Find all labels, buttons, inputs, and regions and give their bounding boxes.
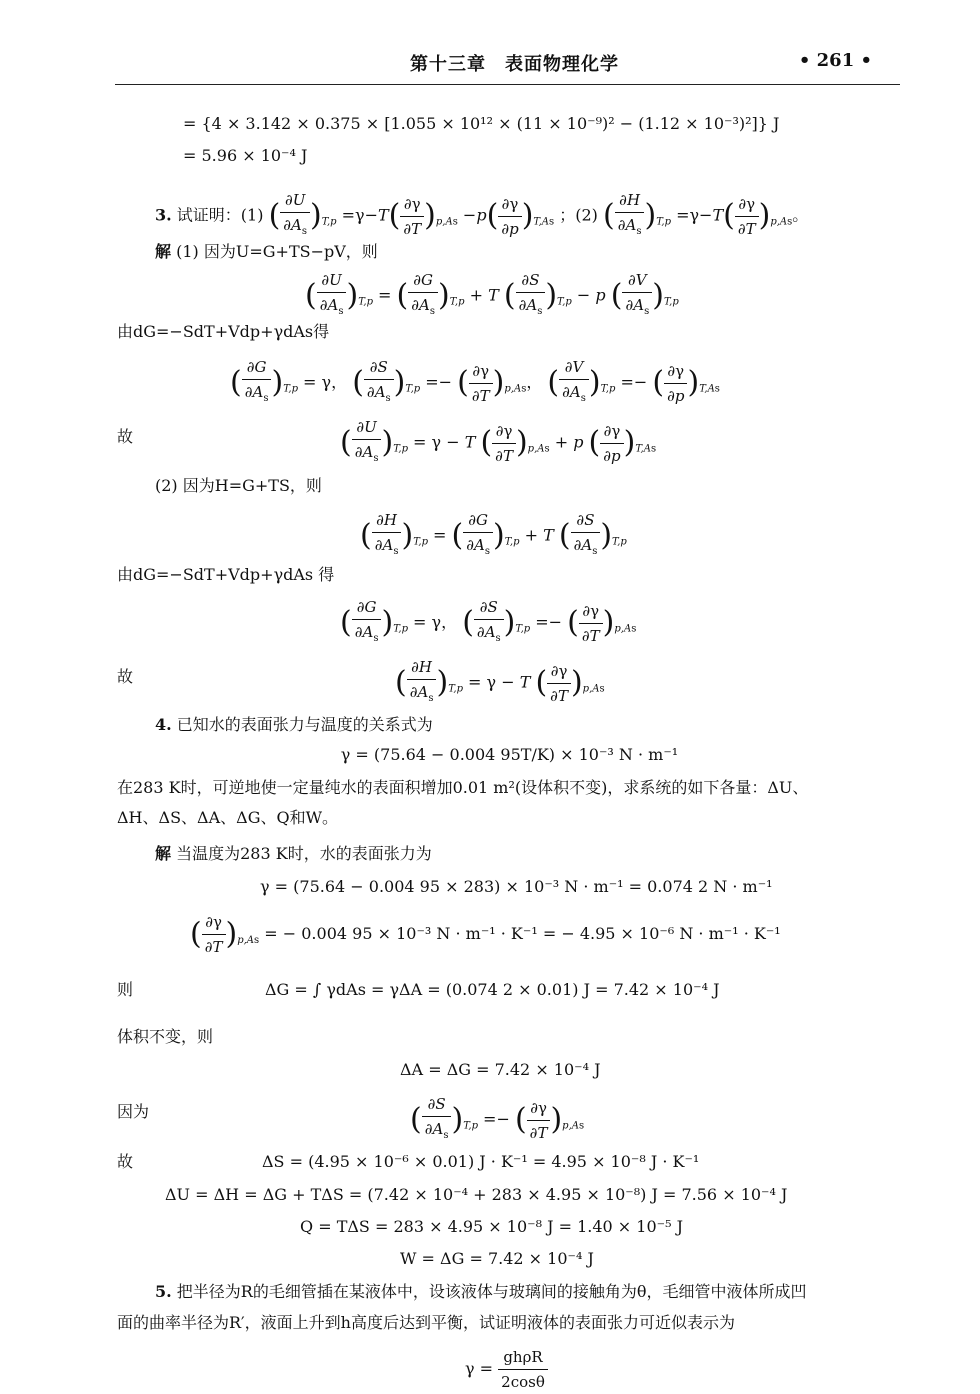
- equation-partials-1: ( $\frac{\partial G}{\partial A_s}$ )$_{T,p} = \gamma$， ( $\frac{\partial S}{\partial A_s}$ )$_{T,p}$ =− ( $\frac{\partial\gamma}{\partial T}$ )$_{p,As}$， ( $\frac{\partial V}{\partial A_s}$ )$_{T,p}$ =− ( $\frac{\partial\gamma}{\partial p}$ )$_{T,As}$: [230, 355, 720, 411]
- question-text: 试证明：(1): [176, 205, 264, 225]
- solution-text: (1) 因为U=G+TS−pV，则: [176, 242, 378, 261]
- because-label: 因为: [117, 1102, 150, 1121]
- question-4: [155, 713, 433, 737]
- q5-eq-lhs: γ =: [465, 1359, 494, 1378]
- therefore-2: 故: [117, 667, 134, 686]
- s4-eq-3: ΔG = ∫ γdAs = γΔA = (0.074 2 × 0.01) J = 7.42 × 10⁻⁴ J: [265, 980, 720, 999]
- s4-eq-8: W = ΔG = 7.42 × 10⁻⁴ J: [400, 1249, 594, 1268]
- s4-eq-7: Q = TΔS = 283 × 4.95 × 10⁻⁸ J = 1.40 × 10⁻⁵ J: [300, 1217, 683, 1236]
- solution-text: 当温度为283 K时，水的表面张力为: [176, 844, 432, 863]
- fraction: $\frac{\partial U}{\partial A_s}$: [280, 188, 310, 244]
- question-part-2: ；(2): [559, 205, 598, 225]
- q5-eq-denominator: 2cosθ: [501, 1373, 545, 1391]
- page-number: • 261 •: [798, 50, 872, 71]
- s4-eq-2-row: ( $\frac{\partial\gamma}{\partial T}$ )$_{p,As}$ = − 0.004 95 × 10⁻³ N · m⁻¹ · K⁻¹ = − 4.95 × 10⁻⁶ N · m⁻¹ · K⁻¹: [190, 910, 781, 959]
- q4-text-line-1: 在283 K时，可逆地使一定量纯水的表面积增加0.01 m²(设体积不变)，求系统的如下各量：ΔU、: [117, 778, 809, 797]
- from-dG-1: 由dG=−SdT+Vdp+γdAs得: [117, 322, 330, 341]
- solution-label: 解: [155, 242, 172, 261]
- s4-eq-2: = − 0.004 95 × 10⁻³ N · m⁻¹ · K⁻¹ = − 4.95 × 10⁻⁶ N · m⁻¹ · K⁻¹: [264, 924, 781, 943]
- from-dG-2: 由dG=−SdT+Vdp+γdAs 得: [117, 565, 335, 584]
- volume-constant: 体积不变，则: [117, 1027, 214, 1046]
- calc-line-2: = 5.96 × 10⁻⁴ J: [183, 146, 308, 165]
- therefore-1: 故: [117, 427, 134, 446]
- q4-equation: γ = (75.64 − 0.004 95T/K) × 10⁻³ N · m⁻¹: [340, 745, 679, 764]
- question-text: 已知水的表面张力与温度的关系式为: [176, 715, 433, 734]
- q5-eq-numerator: ghρR: [498, 1345, 548, 1370]
- calc-line-1: = {4 × 3.142 × 0.375 × [1.055 × 10¹² × (11 × 10⁻⁹)² − (1.12 × 10⁻³)²]} J: [183, 114, 780, 133]
- question-text: 把半径为R的毛细管插在某液体中，设该液体与玻璃间的接触角为θ，毛细管中液体所成凹: [176, 1282, 807, 1301]
- question-3: 3. 试证明：(1) ( $\frac{\partial U}{\partial A_s}$ )$_{T,p} =\gamma-T$( $\frac{\partial\gamma}{\partial T}$ )$_{p,As} -p$( $\frac{\partial\gamma}{\partial p}$ )$_{T,As}$ ；(2) ( $\frac{\partial H}{\partial A_s}$ )$_{T,p} =\gamma-T$( $\frac{\partial\gamma}{\partial T}$ )$_{p,As}$。: [155, 188, 808, 244]
- equation-dH: ( $\frac{\partial H}{\partial A_s}$ )$_{T,p}$ = ( $\frac{\partial G}{\partial A_s}$ )$_{T,p} + T$ ( $\frac{\partial S}{\partial A_s}$ )$_{T,p}$: [360, 508, 627, 564]
- equation-dU: ( $\frac{\partial U}{\partial A_s}$ )$_{T,p}$ = ( $\frac{\partial G}{\partial A_s}$ )$_{T,p} + T$ ( $\frac{\partial S}{\partial A_s}$ )$_{T,p} - p$ ( $\frac{\partial V}{\partial A_s}$ )$_{T,p}$: [305, 268, 679, 324]
- page-header: [115, 50, 900, 85]
- then-label: 则: [117, 980, 134, 999]
- s4-eq-1: γ = (75.64 − 0.004 95 × 283) × 10⁻³ N · m⁻¹ = 0.074 2 N · m⁻¹: [260, 877, 773, 896]
- s4-eq-5: ΔS = (4.95 × 10⁻⁶ × 0.01) J · K⁻¹ = 4.95 × 10⁻⁸ J · K⁻¹: [262, 1152, 700, 1171]
- equation-result-2: ( $\frac{\partial H}{\partial A_s}$ )$_{T,p} = \gamma - T$ ( $\frac{\partial\gamma}{\partial T}$ )$_{p,As}$: [395, 655, 605, 711]
- part-2-intro: (2) 因为H=G+TS，则: [155, 476, 322, 495]
- s4-eq-6: ΔU = ΔH = ΔG + TΔS = (7.42 × 10⁻⁴ + 283 × 4.95 × 10⁻⁸) J = 7.56 × 10⁻⁴ J: [165, 1185, 788, 1204]
- s4-eq-4: ΔA = ΔG = 7.42 × 10⁻⁴ J: [400, 1060, 601, 1079]
- equation-result-1: ( $\frac{\partial U}{\partial A_s}$ )$_{T,p} = \gamma - T$ ( $\frac{\partial\gamma}{\partial T}$ )$_{p,As} + p$ ( $\frac{\partial\gamma}{\partial p}$ )$_{T,As}$: [340, 415, 656, 471]
- question-number: 3.: [155, 205, 172, 225]
- q5-text-line-2: 面的曲率半径为R′，液面上升到h高度后达到平衡，试证明液体的表面张力可近似表示为: [117, 1313, 735, 1332]
- question-5: [155, 1280, 806, 1304]
- question-number: 5.: [155, 1282, 172, 1301]
- therefore-3: 故: [117, 1152, 134, 1171]
- q4-text-line-2: ΔH、ΔS、ΔA、ΔG、Q和W。: [117, 808, 339, 827]
- solution-label: 解: [155, 844, 172, 863]
- solution-3-intro: [155, 240, 378, 264]
- equation-partials-2: ( $\frac{\partial G}{\partial A_s}$ )$_{T,p} = \gamma$， ( $\frac{\partial S}{\partial A_s}$ )$_{T,p}$ =− ( $\frac{\partial\gamma}{\partial T}$ )$_{p,As}$: [340, 595, 636, 651]
- solution-4-intro: [155, 842, 432, 866]
- question-number: 4.: [155, 715, 172, 734]
- chapter-title: 第十三章 表面物理化学: [410, 54, 619, 75]
- s4-partial-row: ( $\frac{\partial S}{\partial A_s}$ )$_{T,p}$ =− ( $\frac{\partial\gamma}{\partial T}$ )$_{p,As}$: [410, 1092, 584, 1148]
